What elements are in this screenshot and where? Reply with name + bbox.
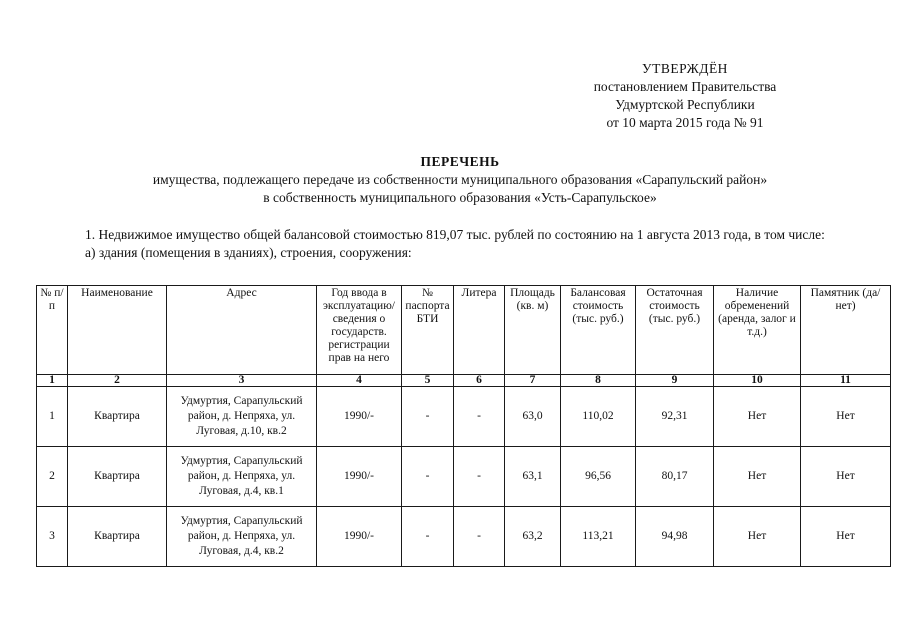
header-monument: Памятник (да/нет) (801, 286, 891, 375)
bti-passport-cell: - (402, 387, 454, 447)
encumbrance-cell: Нет (714, 447, 801, 507)
name-cell: Квартира (68, 447, 167, 507)
balance-value-cell: 113,21 (561, 507, 636, 567)
document-subtitle-line2: в собственность муниципального образования «Усть-Сарапульское» (263, 190, 657, 205)
row-number-cell: 2 (37, 447, 68, 507)
column-number-cell: 9 (636, 375, 714, 387)
column-number-cell: 5 (402, 375, 454, 387)
header-address: Адрес (167, 286, 317, 375)
table-body (37, 387, 891, 567)
intro-paragraph-1: 1. Недвижимое имущество общей балансовой стоимостью 819,07 тыс. рублей по состоянию на 1 августа 2013 года, в том числе: (85, 227, 825, 242)
year-cell: 1990/- (317, 387, 402, 447)
approval-stamp-block (560, 60, 810, 132)
column-number-cell: 2 (68, 375, 167, 387)
residual-value-cell: 92,31 (636, 387, 714, 447)
year-cell: 1990/- (317, 447, 402, 507)
header-encumbrance: Наличие обременений (аренда, залог и т.д.) (714, 286, 801, 375)
balance-value-cell: 110,02 (561, 387, 636, 447)
table-header-row (37, 286, 891, 375)
bti-passport-cell: - (402, 507, 454, 567)
header-area: Площадь (кв. м) (505, 286, 561, 375)
address-cell: Удмуртия, Сарапульский район, д. Непряха, ул. Луговая, д.4, кв.1 (167, 447, 317, 507)
table-row (37, 447, 891, 507)
column-number-cell: 4 (317, 375, 402, 387)
residual-value-cell: 80,17 (636, 447, 714, 507)
column-number-cell: 1 (37, 375, 68, 387)
monument-cell: Нет (801, 507, 891, 567)
area-cell: 63,1 (505, 447, 561, 507)
table-row (37, 387, 891, 447)
monument-cell: Нет (801, 387, 891, 447)
header-residual-value: Остаточная стоимость (тыс. руб.) (636, 286, 714, 375)
table-row (37, 507, 891, 567)
encumbrance-cell: Нет (714, 507, 801, 567)
area-cell: 63,2 (505, 507, 561, 567)
header-balance-value: Балансовая стоимость (тыс. руб.) (561, 286, 636, 375)
document-title-block (60, 153, 860, 207)
document-title: ПЕРЕЧЕНЬ (420, 154, 500, 169)
address-cell: Удмуртия, Сарапульский район, д. Непряха, ул. Луговая, д.4, кв.2 (167, 507, 317, 567)
header-bti-passport: № паспорта БТИ (402, 286, 454, 375)
balance-value-cell: 96,56 (561, 447, 636, 507)
name-cell: Квартира (68, 387, 167, 447)
approval-line-decree: постановлением Правительства (593, 79, 777, 94)
column-number-cell: 6 (454, 375, 505, 387)
header-year: Год ввода в эксплуатацию/ сведения о государств. регистрации прав на него (317, 286, 402, 375)
bti-passport-cell: - (402, 447, 454, 507)
monument-cell: Нет (801, 447, 891, 507)
column-number-row (37, 375, 891, 387)
approval-line-date: от 10 марта 2015 года № 91 (606, 115, 764, 130)
row-number-cell: 3 (37, 507, 68, 567)
year-cell: 1990/- (317, 507, 402, 567)
approval-line-republic: Удмуртской Республики (615, 97, 755, 112)
property-table (36, 285, 891, 567)
residual-value-cell: 94,98 (636, 507, 714, 567)
litera-cell: - (454, 447, 505, 507)
litera-cell: - (454, 507, 505, 567)
intro-paragraph-2: а) здания (помещения в зданиях), строения, сооружения: (85, 245, 412, 260)
column-number-cell: 7 (505, 375, 561, 387)
row-number-cell: 1 (37, 387, 68, 447)
column-number-cell: 11 (801, 375, 891, 387)
header-name: Наименование (68, 286, 167, 375)
header-litera: Литера (454, 286, 505, 375)
document-subtitle-line1: имущества, подлежащего передаче из собственности муниципального образования «Сарапульский район» (152, 172, 768, 187)
header-num: № п/п (37, 286, 68, 375)
column-number-cell: 3 (167, 375, 317, 387)
name-cell: Квартира (68, 507, 167, 567)
intro-section (58, 226, 878, 262)
column-number-cell: 8 (561, 375, 636, 387)
encumbrance-cell: Нет (714, 387, 801, 447)
approval-heading: УТВЕРЖДЁН (642, 61, 728, 76)
address-cell: Удмуртия, Сарапульский район, д. Непряха, ул. Луговая, д.10, кв.2 (167, 387, 317, 447)
area-cell: 63,0 (505, 387, 561, 447)
column-number-cell: 10 (714, 375, 801, 387)
litera-cell: - (454, 387, 505, 447)
